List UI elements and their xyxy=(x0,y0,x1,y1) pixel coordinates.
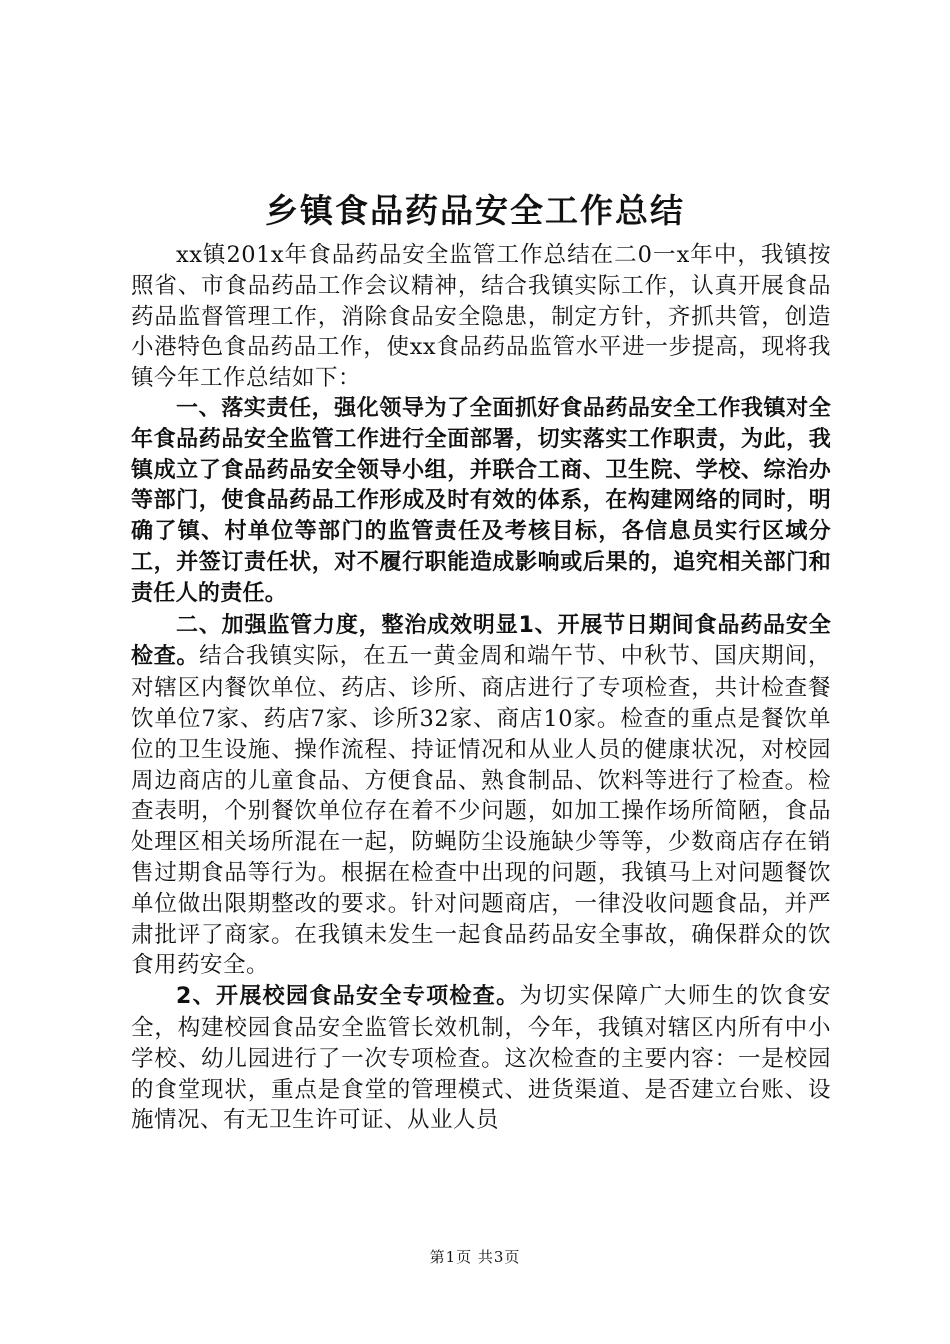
page-number-footer: 第1页 共3页 xyxy=(429,1248,521,1266)
paragraph-section-2 xyxy=(131,610,831,982)
paragraph-section-2-heading: 二、加强监管力度，整治成效明显1、开展节日期间食品药品安全检查。 xyxy=(131,612,831,670)
paragraph-item-2-heading: 2、开展校园食品安全专项检查。 xyxy=(176,984,520,1010)
document-body xyxy=(131,240,831,1136)
paragraph-intro: xx镇201x年食品药品安全监管工作总结在二0一x年中，我镇按照省、市食品药品工作会议精神，结合我镇实际工作，认真开展食品药品监督管理工作，消除食品安全隐患，制定方针，齐抓共管，创造小港特色食品药品工作，使xx食品药品监管水平进一步提高，现将我镇今年工作总结如下： xyxy=(131,242,831,392)
document-title: 乡镇食品药品安全工作总结 xyxy=(265,191,685,230)
paragraph-section-2-item-2 xyxy=(131,981,831,1136)
paragraph-section-1: 一、落实责任，强化领导为了全面抓好食品药品安全工作我镇对全年食品药品安全监管工作进行全面部署，切实落实工作职责，为此，我镇成立了食品药品安全领导小组，并联合工商、卫生院、学校、综治办等部门，使食品药品工作形成及时有效的体系，在构建网络的同时，明确了镇、村单位等部门的监管责任及考核目标，各信息员实行区域分工，并签订责任状，对不履行职能造成影响或后果的，追究相关部门和责任人的责任。 xyxy=(131,395,831,606)
paragraph-section-2-body: 结合我镇实际，在五一黄金周和端午节、中秋节、国庆期间，对辖区内餐饮单位、药店、诊所、商店进行了专项检查，共计检查餐饮单位7家、药店7家、诊所32家、商店10家。检查的重点是餐饮单位的卫生设施、操作流程、持证情况和从业人员的健康状况，对校园周边商店的儿童食品、方便食品、熟食制品、饮料等进行了检查。检查表明，个别餐饮单位存在着不少问题，如加工操作场所简陋，食品处理区相关场所混在一起，防蝇防尘设施缺少等等，少数商店存在销售过期食品等行为。根据在检查中出现的问题，我镇马上对问题餐饮单位做出限期整改的要求。针对问题商店，一律没收问题食品，并严肃批评了商家。在我镇未发生一起食品药品安全事故，确保群众的饮食用药安全。 xyxy=(131,643,831,979)
paragraph-item-2-body: 为切实保障广大师生的饮食安全，构建校园食品安全监管长效机制，今年，我镇对辖区内所有中小学校、幼儿园进行了一次专项检查。这次检查的主要内容：一是校园的食堂现状，重点是食堂的管理模式、进货渠道、是否建立台账、设施情况、有无卫生许可证、从业人员 xyxy=(131,983,831,1134)
